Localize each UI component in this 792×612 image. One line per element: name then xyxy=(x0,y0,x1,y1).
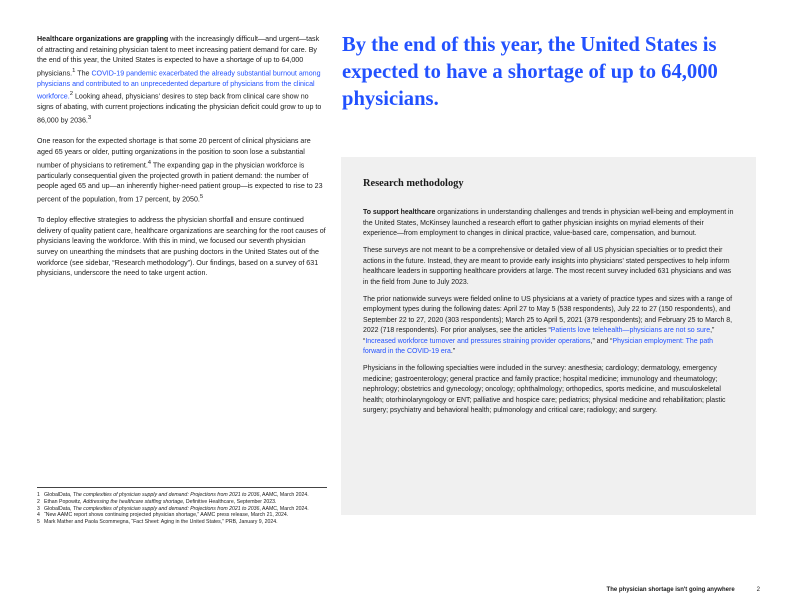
sidebar-paragraph-3: The prior nationwide surveys were fielded online to US physicians at a variety of practice types and sizes with a range of employment types during the following dates: April 27 to May 5 (538 respondents), July 22 to 27 (150 respondents), and September 22 to 27, 2020 (303 respondents); March 25 to April 5, 2021 (379 respondents); and February 25 to March 8, 2022 (718 respondents). For prior analyses, see the articles “Patients love telehealth—physicians are not so sure,” “Increased workforce turnover and pressures straining provider operations,” and “Physician employment: The path forward in the COVID-19 era.” xyxy=(363,295,733,355)
footnote-number: 1 xyxy=(37,492,40,498)
sidebar-paragraph-1: To support healthcare organizations in understanding challenges and trends in physician well-being and employment in the United States, McKinsey launched a research effort to gather physician insights on myriad elements of their experience—from employment to changes in clinical practice, value-based care, compensation, and burnout. xyxy=(363,209,734,237)
footnote-number: 4 xyxy=(37,512,40,519)
page-number: 2 xyxy=(756,587,760,593)
sidebar-title: Research methodology xyxy=(363,178,464,189)
footnote: 1 GlobalData, The complexities of physician supply and demand: Projections from 2021 to 2036, AAMC, March 2024. xyxy=(37,492,309,498)
lead-in: Healthcare organizations are grappling xyxy=(37,35,169,43)
body-paragraph-1: Healthcare organizations are grappling with the increasingly difficult—and urgent—task of attracting and retaining physician talent to meet increasing patient demand for care. By the end of this year, the United States is expected to have a shortage of up to 64,000 physicians.$^1$ The COVID-19 pandemic exacerbated the already substantial burnout among physicians and contributed to an unprecedented departure of physicians from the clinical workforce.$^2$ Looking ahead, physicians' desires to step back from clinical care show no signs of abating, with current projections indicating the physician deficit could grow to up to 86,000 by 2036.$^3$ xyxy=(37,35,322,125)
covid-burnout-link[interactable]: COVID-19 pandemic exacerbated the already substantial burnout among physicians and contributed to an unprecedented departure of physicians from the clinical workforce. xyxy=(37,69,321,101)
footnote: 5 Mark Mather and Paola Scommegna, “Fact Sheet: Aging in the United States,” PRB, January 9, 2024. xyxy=(37,519,278,526)
footnote-number: 2 xyxy=(37,498,40,505)
body-paragraph-3: To deploy effective strategies to address the physician shortfall and ensure continued delivery of quality patient care, healthcare organizations are searching for the root causes of physicians leaving the workforce. With this in mind, we focused our seventh physician survey on unearthing the mindsets that are pushing doctors in the United States out of the workforce (see sidebar, “Research methodology”). Our findings, based on a survey of 631 physicians, underscore the need to take urgent action. xyxy=(37,216,326,278)
pull-quote: By the end of this year, the United States is expected to have a shortage of up to 64,000 physicians. xyxy=(342,34,718,110)
footnote-ref[interactable]: 4 xyxy=(147,159,152,166)
footnote-number: 5 xyxy=(37,519,40,526)
workforce-turnover-article-link[interactable]: Increased workforce turnover and pressures straining provider operations xyxy=(365,337,591,345)
body-text xyxy=(37,34,327,289)
sidebar-paragraph-2: These surveys are not meant to be a comprehensive or detailed view of all US physician specialties or to predict their actions in the future. Instead, they are meant to provide early insights into physicians' stated perspectives to help inform healthcare leaders in supporting healthcare providers at large. The most recent survey included 631 physicians and was in the field from June to July 2023. xyxy=(363,247,732,286)
footnote-number: 3 xyxy=(37,505,40,512)
footnote-ref[interactable]: 5 xyxy=(199,193,204,200)
footnote-ref[interactable]: 2 xyxy=(69,91,74,98)
running-title: The physician shortage isn't going anywhere xyxy=(606,587,735,593)
footnote: 3 GlobalData, The complexities of physician supply and demand: Projections from 2021 to 2036, AAMC, March 2024. xyxy=(37,505,309,512)
physician-employment-article-link[interactable]: Physician employment: The path forward in the COVID-19 era xyxy=(363,337,714,355)
research-methodology-sidebar xyxy=(341,157,756,515)
footnote-ref[interactable]: 1 xyxy=(72,67,76,74)
telehealth-article-link[interactable]: Patients love telehealth—physicians are not so sure xyxy=(550,327,711,334)
body-paragraph-2: One reason for the expected shortage is that some 20 percent of clinical physicians are aged 65 years or older, putting organizations in the position to soon lose a substantial number of physicians to retirement.$^4$ The expanding gap in the physician workforce is particularly consequential given the projected growth in patient demand: the number of people aged 65 and up—an inherently higher-need patient group—is expected to rise to 23 percent of the population, from 17 percent, by 2050.$^5$ xyxy=(37,137,323,204)
page-footer xyxy=(460,587,760,593)
footnote: 4 “New AAMC report shows continuing projected physician shortage,” AAMC press release, March 21, 2024. xyxy=(37,512,289,519)
sidebar-lead-in: To support healthcare xyxy=(363,209,436,216)
footnote-ref[interactable]: 3 xyxy=(87,114,92,121)
sidebar-paragraph-4: Physicians in the following specialties were included in the survey: anesthesia; cardiology; dermatology, emergency medicine; gastroenterology; general practice and family practice; hospital medicine; immunology and rheumatology; nephrology; obstetrics and gynecology; oncology; ophthalmology; orthopedics, sports medicine, and musculoskeletal health; otorhinolaryngology or ENT; palliative and hospice care; pediatrics; physical medicine and rehabilitation; plastic surgery; psychiatry and behavioral health; pulmonology and critical care; radiology; and surgery. xyxy=(363,365,726,414)
footnote: 2 Ethan Popowitz, Addressing the healthcare staffing shortage, Definitive Healthcare, September 2023. xyxy=(37,498,277,505)
footnotes xyxy=(37,487,327,526)
